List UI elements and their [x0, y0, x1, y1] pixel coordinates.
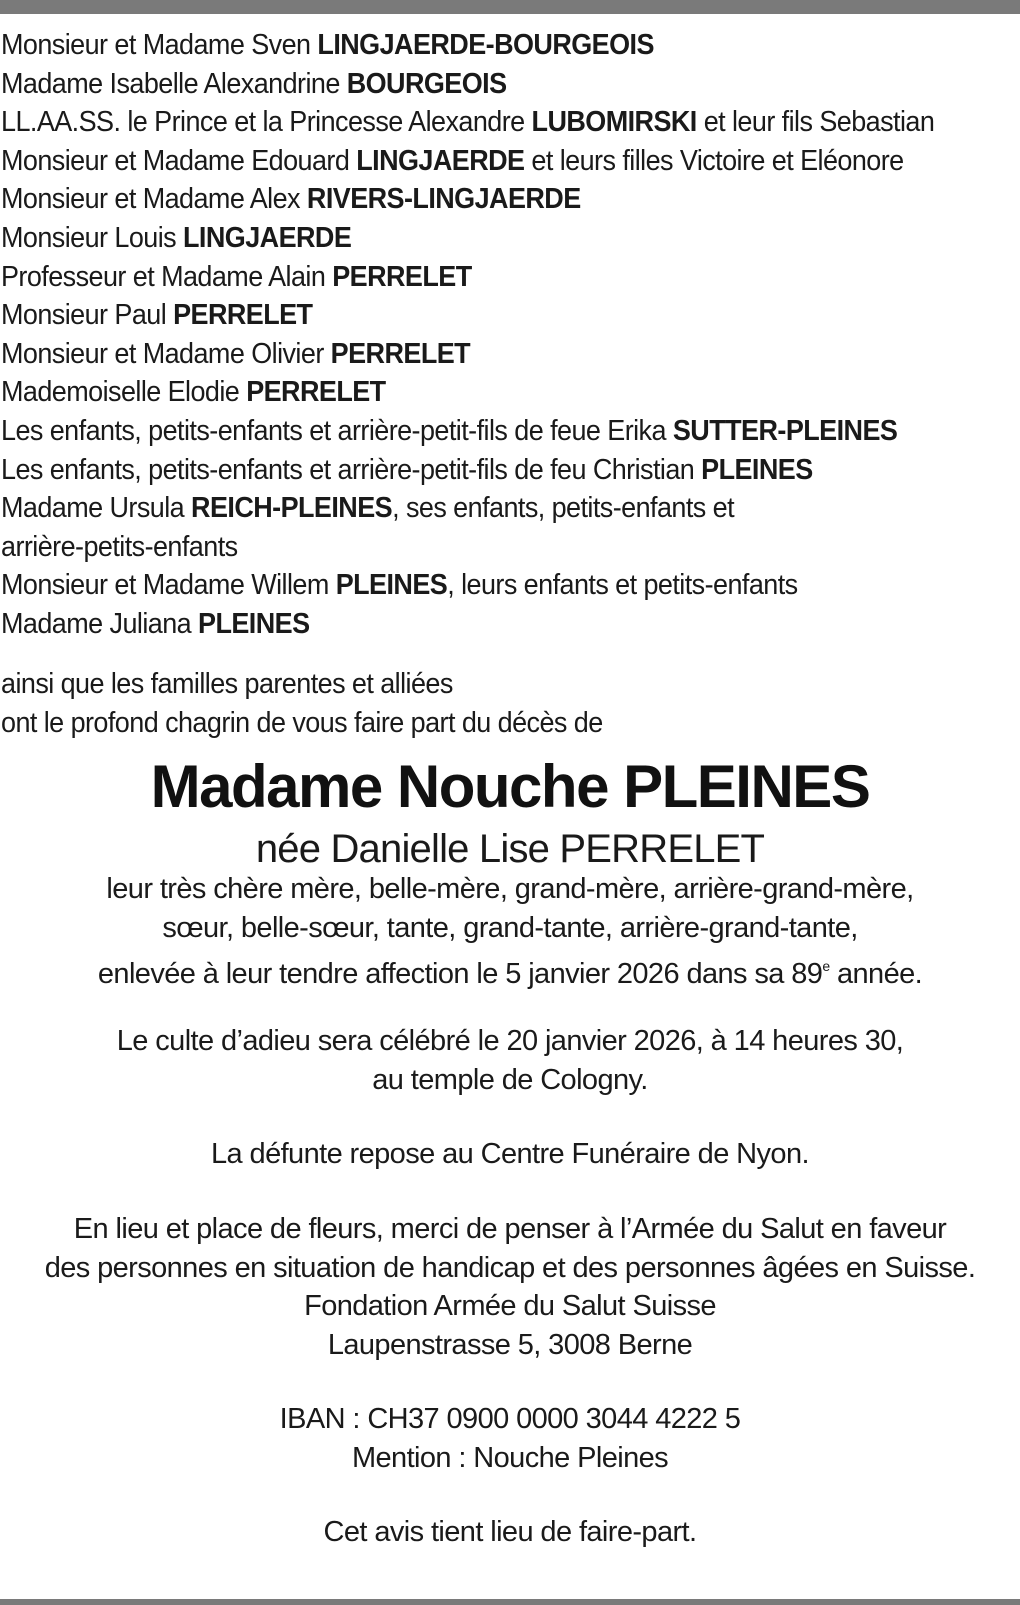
family-surname: PERRELET	[246, 376, 386, 409]
family-line-text: , leurs enfants et petits-enfants	[447, 569, 798, 602]
intro-line: ont le profond chagrin de vous faire part du décès de	[1, 706, 603, 739]
donation-line: Laupenstrasse 5, 3008 Berne	[327, 1328, 693, 1361]
family-line	[1, 65, 945, 104]
family-line	[1, 26, 945, 65]
family-line-text: arrière-petits-enfants	[1, 530, 238, 563]
service-line: Le culte d’adieu sera célébré le 20 janvier 2026, à 14 heures 30,	[116, 1025, 904, 1057]
deceased-birth-name: née Danielle Lise PERRELET	[255, 827, 765, 871]
family-line-text: Monsieur Louis	[1, 221, 184, 254]
family-line	[1, 258, 945, 297]
family-line	[1, 489, 945, 528]
family-surname: PERRELET	[332, 260, 472, 293]
family-line	[1, 528, 945, 567]
family-line-text: Monsieur et Madame Willem	[1, 569, 336, 602]
family-surname: LUBOMIRSKI	[531, 106, 697, 139]
family-line-text: Professeur et Madame Alain	[1, 260, 333, 293]
family-line	[1, 373, 945, 412]
family-surname: PLEINES	[701, 453, 813, 486]
rest-paragraph	[0, 1135, 1020, 1174]
family-line-text: Madame Juliana	[1, 607, 199, 640]
family-line-text: Les enfants, petits-enfants et arrière-petit-fils de feue Erika	[1, 414, 673, 447]
family-surname: LINGJAERDE	[183, 221, 352, 254]
family-line-text: LL.AA.SS. le Prince et la Princesse Alexandre	[1, 106, 532, 139]
family-line	[1, 219, 945, 258]
family-line-text: Monsieur et Madame Olivier	[1, 337, 331, 370]
bottom-border-rule	[0, 1599, 1020, 1605]
family-line	[1, 605, 945, 644]
intro-line: ainsi que les familles parentes et alliées	[1, 668, 453, 700]
top-border-rule	[0, 0, 1020, 14]
family-line-text: Mademoiselle Elodie	[1, 376, 247, 409]
family-line-text: Madame Isabelle Alexandrine	[1, 67, 347, 100]
mention-line: Mention : Nouche Pleines	[351, 1441, 669, 1474]
ordinal-suffix: e	[822, 958, 830, 975]
family-line	[1, 451, 945, 490]
family-line	[1, 566, 945, 605]
family-surname: PERRELET	[173, 299, 313, 332]
family-surname: LINGJAERDE-BOURGEOIS	[317, 29, 654, 61]
relation-line	[0, 947, 1020, 994]
family-line	[1, 412, 945, 451]
family-surname: PLEINES	[198, 607, 310, 640]
family-line	[1, 142, 945, 181]
family-line-text: Monsieur et Madame Alex	[1, 183, 307, 216]
family-line-text: et leur fils Sebastian	[696, 106, 935, 139]
family-surname: PLEINES	[335, 569, 448, 602]
iban-line: IBAN : CH37 0900 0000 3044 4222 5	[279, 1403, 741, 1435]
bank-paragraph	[0, 1400, 1020, 1477]
service-paragraph	[0, 1022, 1020, 1099]
family-line-text: et leurs filles Victoire et Eléonore	[524, 144, 904, 177]
family-surname: REICH-PLEINES	[191, 492, 393, 525]
closing-paragraph	[0, 1513, 1020, 1552]
family-line-text: Madame Ursula	[1, 492, 192, 525]
rest-line: La défunte repose au Centre Funéraire de Nyon.	[211, 1138, 809, 1170]
service-line: au temple de Cologny.	[372, 1063, 648, 1096]
relation-line-text: enlevée à leur tendre affection le 5 janvier 2026 dans sa 89	[97, 958, 823, 991]
family-surname: SUTTER-PLEINES	[672, 414, 898, 447]
family-line	[1, 180, 945, 219]
family-surname: PERRELET	[330, 337, 471, 370]
family-line	[1, 103, 945, 142]
relation-paragraph	[0, 870, 1020, 994]
relation-line: sœur, belle-sœur, tante, grand-tante, arrière-grand-tante,	[162, 911, 858, 944]
family-surname: RIVERS-LINGJAERDE	[306, 183, 581, 216]
family-line-text: Monsieur Paul	[1, 299, 174, 332]
family-line-text: Monsieur et Madame Edouard	[1, 144, 357, 177]
donation-line: En lieu et place de fleurs, merci de penser à l’Armée du Salut en faveur	[73, 1213, 947, 1245]
family-line-text: , ses enfants, petits-enfants et	[392, 492, 735, 525]
family-line	[1, 296, 945, 335]
intro-text	[1, 665, 603, 742]
deceased-name: Madame Nouche PLEINES	[150, 753, 870, 820]
relation-line: leur très chère mère, belle-mère, grand-mère, arrière-grand-mère,	[106, 873, 914, 905]
donation-line: Fondation Armée du Salut Suisse	[304, 1290, 716, 1323]
closing-line: Cet avis tient lieu de faire-part.	[323, 1516, 697, 1548]
family-line-text: Monsieur et Madame Sven	[1, 29, 318, 61]
family-line-text: Les enfants, petits-enfants et arrière-petit-fils de feu Christian	[1, 453, 702, 486]
family-surname: BOURGEOIS	[346, 67, 507, 100]
donation-paragraph	[0, 1210, 1020, 1364]
family-line	[1, 335, 945, 374]
donation-line: des personnes en situation de handicap et des personnes âgées en Suisse.	[44, 1251, 976, 1284]
relation-line-text: année.	[829, 958, 923, 991]
family-list	[1, 26, 945, 644]
family-surname: LINGJAERDE	[356, 144, 525, 177]
